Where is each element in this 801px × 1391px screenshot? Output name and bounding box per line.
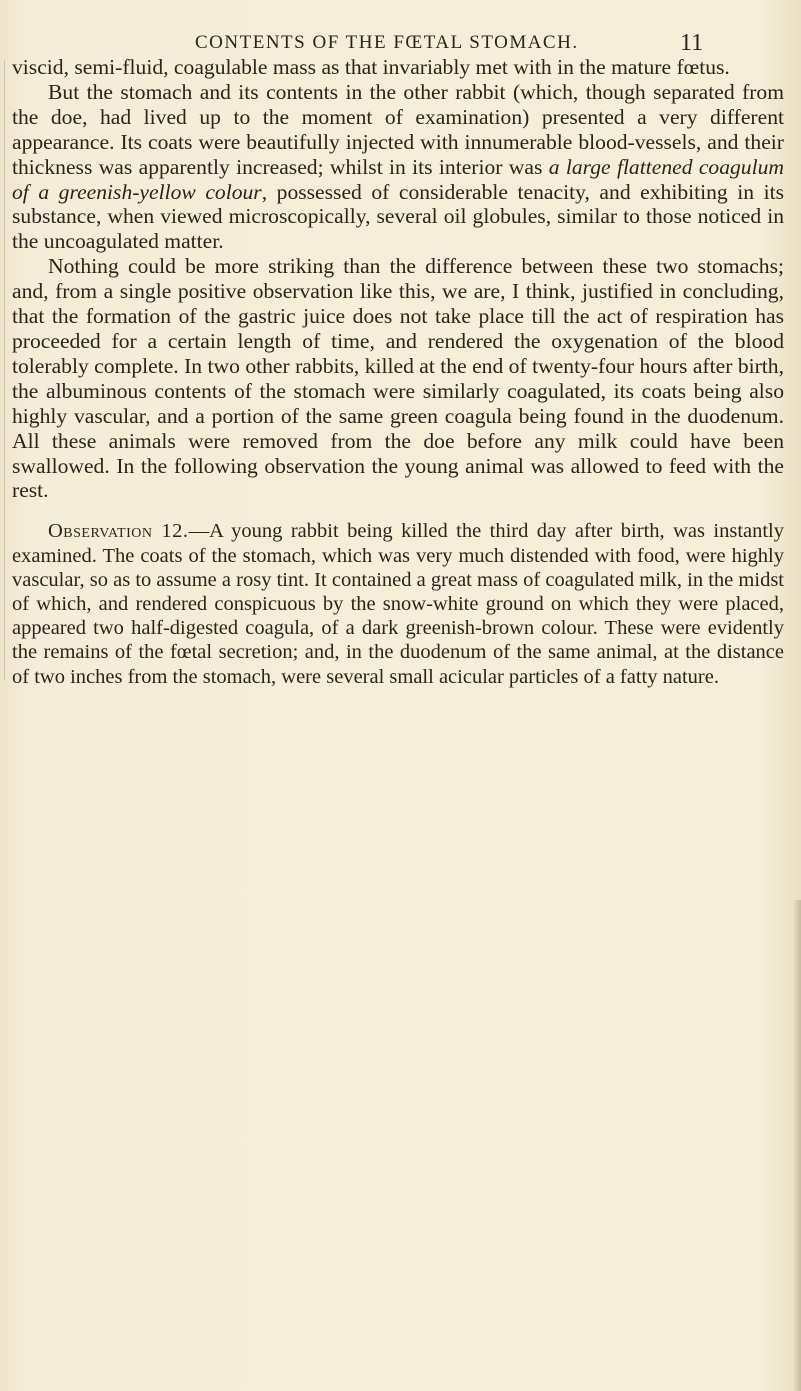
paragraph-second-rabbit bbox=[12, 80, 784, 254]
paragraph-continued: viscid, semi-fluid, coagulable mass as that invariably met with in the mature fœtus. bbox=[12, 55, 730, 79]
page-edge-shadow bbox=[793, 900, 801, 1391]
italic-phrase: a large flattened coagulum of a greenish-yellow colour bbox=[12, 154, 784, 204]
body-text bbox=[12, 55, 784, 689]
observation-label: Observation 12. bbox=[48, 520, 189, 543]
paragraph-observation-12 bbox=[12, 519, 784, 688]
gutter-shadow-line bbox=[4, 60, 5, 680]
paragraph-text: But the stomach and its contents in the other rabbit (which, though separated from the doe, had lived up to the moment of examination) presented a very different appearance. Its coats were beautifully injected with innumerable blood-vessels, and their thickness was apparently increased; whilst in its interior was bbox=[12, 79, 784, 179]
paragraph-text: —A young rabbit being killed the third day after birth, was instantly examined. The coats of the stomach, which was very much distended with food, were highly vascular, so as to assume a rosy tint. It contained a great mass of coagulated milk, in the midst of which, and rendered conspicuous by the snow-white ground on which they were placed, appeared two half-digested coagula, of a dark greenish-brown colour. These were evidently the remains of the fœtal secretion; and, in the duodenum of the same animal, at the distance of two inches from the stomach, were several small acicular particles of a fatty nature. bbox=[12, 520, 784, 688]
page-number: 11 bbox=[680, 30, 704, 56]
paragraph-conclusion: Nothing could be more striking than the difference between these two stomachs; and, from a single positive observation like this, we are, I think, justified in concluding, that the formation of the gastric juice does not take place till the act of respiration has proceeded for a certain length of time, and rendered the oxygenation of the blood tolerably complete. In two other rabbits, killed at the end of twenty-four hours after birth, the albuminous contents of the stomach were similarly coagulated, its coats being also highly vascular, and a portion of the same green coagula being found in the duodenum. All these animals were removed from the doe before any milk could have been swallowed. In the following observation the young animal was allowed to feed with the rest. bbox=[12, 254, 784, 503]
running-header bbox=[0, 28, 801, 58]
running-title: CONTENTS OF THE FŒTAL STOMACH. bbox=[195, 32, 579, 53]
paragraph-text: , possessed of considerable tenacity, and exhibiting in its substance, when viewed microscopically, several oil globules, similar to those noticed in the uncoagulated matter. bbox=[12, 179, 784, 254]
